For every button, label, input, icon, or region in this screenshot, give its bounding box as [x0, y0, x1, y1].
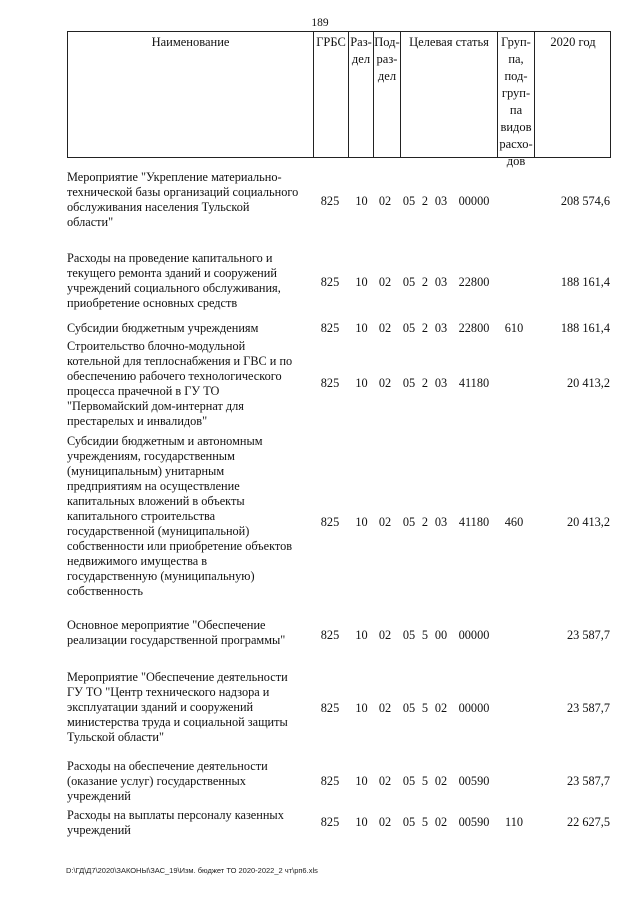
cell-target-code: 00000	[458, 701, 490, 715]
header-year: 2020 год	[534, 32, 611, 157]
cell-target-code: 00590	[458, 815, 490, 829]
cell-podrazdel: 02	[378, 321, 392, 335]
cell-target-subprogram: 5	[421, 774, 429, 788]
cell-grbs: 825	[320, 194, 340, 208]
cell-podrazdel: 02	[378, 701, 392, 715]
cell-target-program: 05	[402, 628, 416, 642]
row-name: Основное мероприятие "Обеспечение реализации государственной программы"	[67, 618, 286, 647]
cell-razdel: 10	[355, 701, 368, 715]
cell-target-program: 05	[402, 321, 416, 335]
cell-podrazdel: 02	[378, 815, 392, 829]
cell-podrazdel: 02	[378, 628, 392, 642]
cell-target-event: 00	[434, 628, 448, 642]
header-podrazdel: Под- раз- дел	[373, 32, 400, 157]
cell-expense-group: 460	[504, 515, 524, 529]
cell-target-event: 03	[434, 194, 448, 208]
cell-grbs: 825	[320, 275, 340, 289]
cell-grbs: 825	[320, 321, 340, 335]
cell-target-event: 03	[434, 376, 448, 390]
cell-amount: 23 587,7	[566, 701, 610, 715]
header-grbs: ГРБС	[313, 32, 348, 157]
cell-razdel: 10	[355, 515, 368, 529]
cell-expense-group: 610	[504, 321, 524, 335]
cell-target-subprogram: 5	[421, 815, 429, 829]
header-target-article: Целевая статья	[400, 32, 497, 157]
cell-target-subprogram: 2	[421, 376, 429, 390]
cell-razdel: 10	[355, 275, 368, 289]
cell-amount: 188 161,4	[560, 275, 610, 289]
cell-target-code: 41180	[458, 376, 490, 390]
cell-target-code: 00000	[458, 194, 490, 208]
row-name: Субсидии бюджетным и автономным учреждениям, государственным (муниципальным) унитарным предприятиям на осуществление капитальных вложений в объекты капитального строительства государственной (муниципальной) собственности или приобретение объектов недвижимого имущества в государственную (муниципальную) собственность	[67, 434, 293, 598]
cell-amount: 188 161,4	[560, 321, 610, 335]
cell-razdel: 10	[355, 774, 368, 788]
cell-target-event: 03	[434, 321, 448, 335]
cell-expense-group: 110	[505, 815, 523, 829]
cell-razdel: 10	[355, 628, 368, 642]
cell-target-code: 00590	[458, 774, 490, 788]
cell-grbs: 825	[320, 774, 340, 788]
cell-podrazdel: 02	[378, 194, 392, 208]
cell-target-code: 22800	[458, 321, 490, 335]
cell-target-subprogram: 2	[421, 515, 429, 529]
row-name: Мероприятие "Обеспечение деятельности ГУ ТО "Центр технического надзора и эксплуатации зданий и сооружений министерства труда и социальной защиты Тульской области"	[67, 670, 288, 744]
header-name: Наименование	[151, 35, 230, 49]
cell-target-event: 02	[434, 701, 448, 715]
cell-podrazdel: 02	[378, 515, 392, 529]
row-name: Расходы на обеспечение деятельности (оказание услуг) государственных учреждений	[67, 759, 268, 803]
cell-target-subprogram: 5	[421, 701, 429, 715]
cell-grbs: 825	[320, 701, 340, 715]
header-razdel: Раз- дел	[348, 32, 373, 157]
cell-target-subprogram: 2	[421, 275, 429, 289]
cell-target-code: 00000	[458, 628, 490, 642]
cell-amount: 23 587,7	[566, 628, 610, 642]
cell-podrazdel: 02	[378, 774, 392, 788]
cell-amount: 20 413,2	[566, 515, 610, 529]
cell-amount: 208 574,6	[560, 194, 610, 208]
file-path-footer: D:\ГД\Д7\2020\ЗАКОНЫ\ЗАС_19\Изм. бюджет ТО 2020-2022_2 чт\рп6.xls	[66, 866, 318, 875]
cell-podrazdel: 02	[378, 376, 392, 390]
cell-grbs: 825	[320, 628, 340, 642]
cell-target-subprogram: 2	[421, 321, 429, 335]
cell-amount: 20 413,2	[566, 376, 610, 390]
cell-target-code: 22800	[458, 275, 490, 289]
cell-target-subprogram: 5	[421, 628, 429, 642]
header-expense-group: Груп- па, под- груп- па видов расхо- дов	[497, 32, 534, 157]
cell-target-program: 05	[402, 376, 416, 390]
cell-podrazdel: 02	[378, 275, 392, 289]
cell-grbs: 825	[320, 376, 340, 390]
page-number: 189	[311, 17, 329, 29]
cell-amount: 22 627,5	[566, 815, 610, 829]
cell-razdel: 10	[355, 194, 368, 208]
row-name: Мероприятие "Укрепление материально- технической базы организаций социального обслуживания населения Тульской области"	[67, 170, 299, 229]
cell-target-event: 03	[434, 515, 448, 529]
cell-target-code: 41180	[458, 515, 490, 529]
cell-razdel: 10	[355, 376, 368, 390]
row-name: Субсидии бюджетным учреждениям	[67, 321, 259, 335]
cell-target-program: 05	[402, 815, 416, 829]
row-name: Расходы на выплаты персоналу казенных учреждений	[67, 808, 284, 837]
cell-target-program: 05	[402, 515, 416, 529]
row-name: Строительство блочно-модульной котельной для теплоснабжения и ГВС и по обеспечению рабочего технологического процесса прачечной в ГУ ТО "Первомайский дом-интернат для престарелых и инвалидов"	[67, 339, 293, 428]
cell-grbs: 825	[320, 815, 340, 829]
cell-target-program: 05	[402, 774, 416, 788]
cell-razdel: 10	[355, 321, 368, 335]
cell-target-event: 03	[434, 275, 448, 289]
cell-razdel: 10	[355, 815, 368, 829]
cell-target-program: 05	[402, 701, 416, 715]
cell-grbs: 825	[320, 515, 340, 529]
cell-target-program: 05	[402, 275, 416, 289]
cell-target-subprogram: 2	[421, 194, 429, 208]
row-name: Расходы на проведение капитального и текущего ремонта зданий и сооружений учреждений социального обслуживания, приобретение основных средств	[67, 251, 281, 310]
cell-target-event: 02	[434, 815, 448, 829]
table-header	[67, 31, 611, 168]
cell-target-program: 05	[402, 194, 416, 208]
cell-amount: 23 587,7	[566, 774, 610, 788]
cell-target-event: 02	[434, 774, 448, 788]
